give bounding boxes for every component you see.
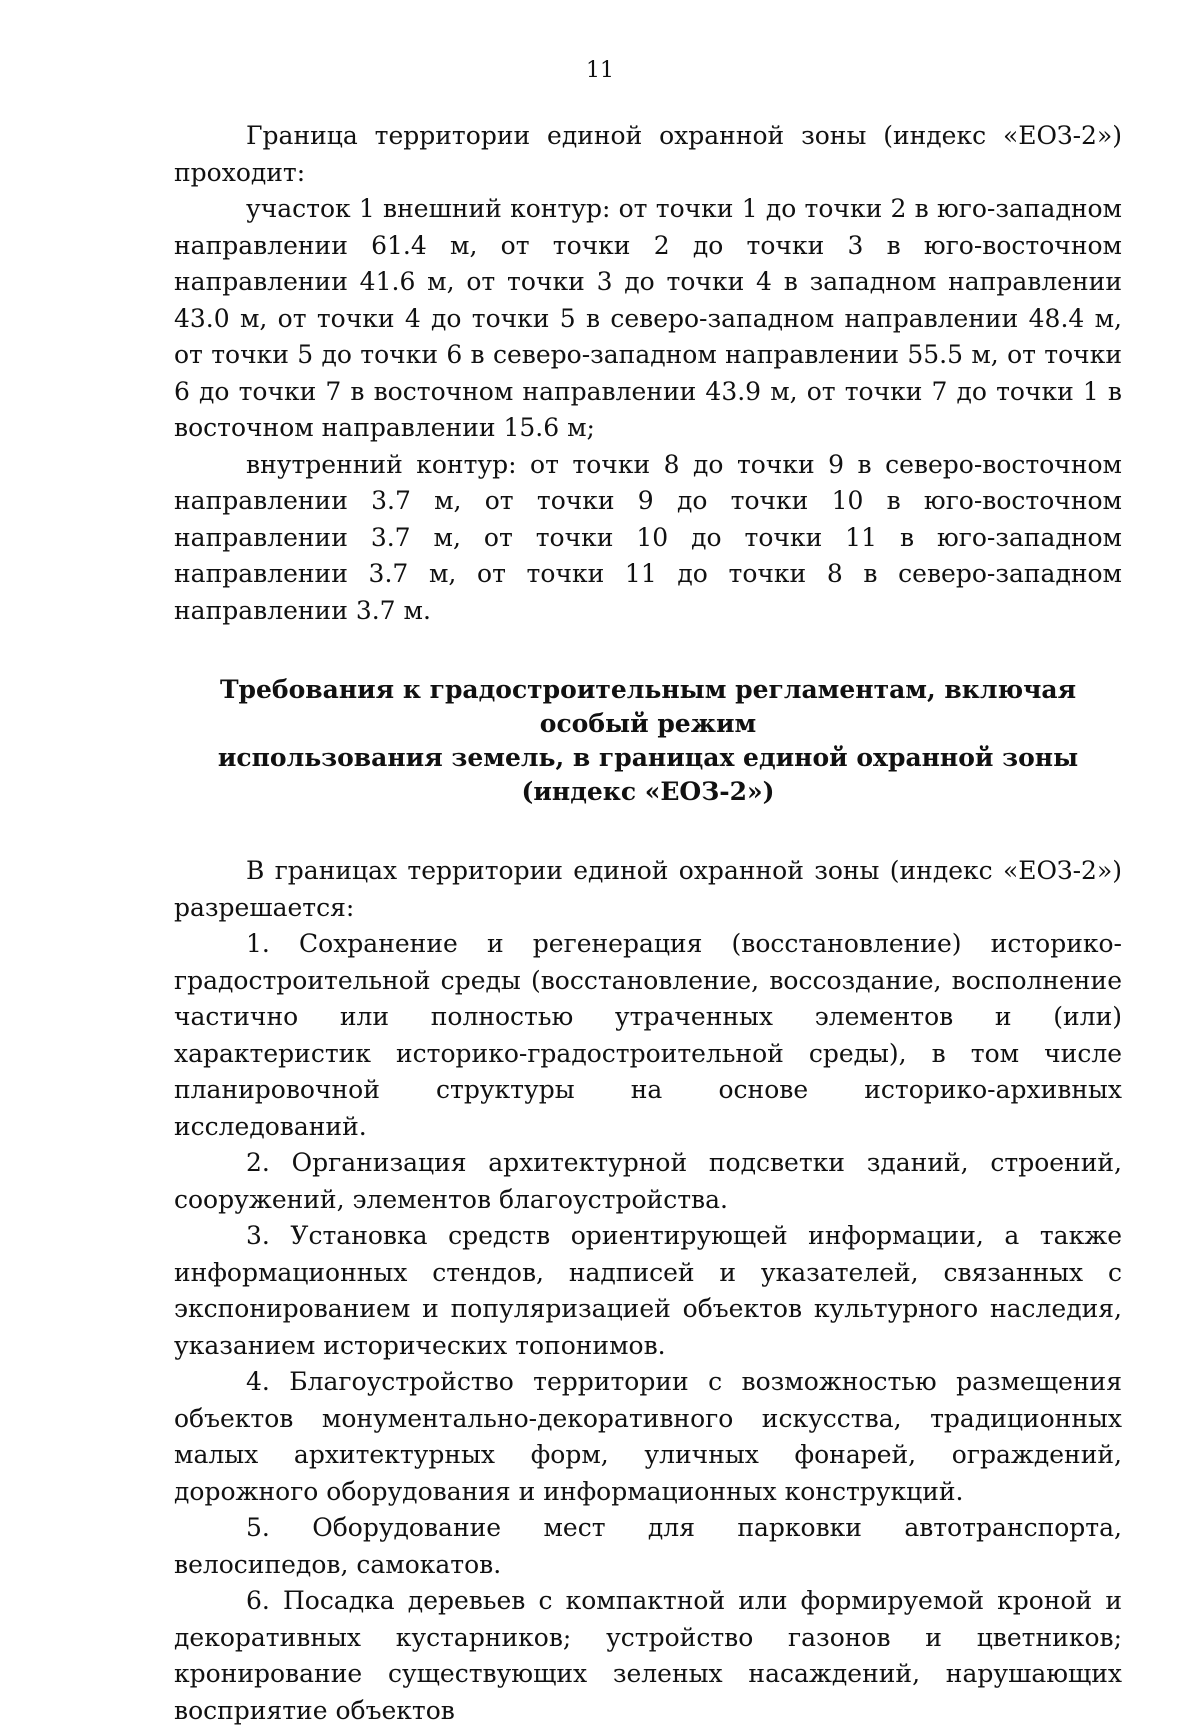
boundary-intro-paragraph: Граница территории единой охранной зоны (индекс «ЕОЗ-2») проходит: [174, 121, 1122, 187]
permitted-item-1: 1. Сохранение и регенерация (восстановление) историко-градостроительной среды (восстановление, воссоздание, восполнение частично или полностью утраченных элементов и (или) характеристик историко-градостроительной среды), в том числе планировочной структуры на основе историко-архивных исследований. [174, 929, 1122, 1141]
permitted-item-3: 3. Установка средств ориентирующей информации, а также информационных стендов, надписей и указателей, связанных с экспонированием и популяризацией объектов культурного наследия, указанием исторических топонимов. [174, 1221, 1122, 1360]
permitted-item-4: 4. Благоустройство территории с возможностью размещения объектов монументально-декоративного искусства, традиционных малых архитектурных форм, уличных фонарей, ограждений, дорожного оборудования и информационных конструкций. [174, 1367, 1122, 1506]
permitted-item-6: 6. Посадка деревьев с компактной или формируемой кроной и декоративных кустарников; устройство газонов и цветников; кронирование существующих зеленых насаждений, нарушающих восприятие объектов [174, 1586, 1122, 1725]
section-heading [174, 673, 1122, 809]
page-number: 11 [586, 58, 614, 83]
section-heading-line-2: использования земель, в границах единой охранной зоны [217, 743, 1079, 772]
section-heading-line-1: Требования к градостроительным регламентам, включая особый режим [219, 675, 1077, 738]
section-heading-line-3: (индекс «ЕОЗ-2») [521, 777, 775, 806]
page-content [174, 118, 1122, 1729]
permitted-item-2: 2. Организация архитектурной подсветки зданий, строений, сооружений, элементов благоустройства. [174, 1148, 1122, 1214]
permitted-intro-paragraph: В границах территории единой охранной зоны (индекс «ЕОЗ-2») разрешается: [174, 856, 1122, 922]
outer-contour-paragraph: участок 1 внешний контур: от точки 1 до точки 2 в юго-западном направлении 61.4 м, от точки 2 до точки 3 в юго-восточном направлении 41.6 м, от точки 3 до точки 4 в западном направлении 43.0 м, от точки 4 до точки 5 в северо-западном направлении 48.4 м, от точки 5 до точки 6 в северо-западном направлении 55.5 м, от точки 6 до точки 7 в восточном направлении 43.9 м, от точки 7 до точки 1 в восточном направлении 15.6 м; [174, 194, 1122, 442]
permitted-item-5: 5. Оборудование мест для парковки автотранспорта, велосипедов, самокатов. [174, 1513, 1122, 1579]
inner-contour-paragraph: внутренний контур: от точки 8 до точки 9 в северо-восточном направлении 3.7 м, от точки 9 до точки 10 в юго-восточном направлении 3.7 м, от точки 10 до точки 11 в юго-западном направлении 3.7 м, от точки 11 до точки 8 в северо-западном направлении 3.7 м. [174, 449, 1122, 625]
